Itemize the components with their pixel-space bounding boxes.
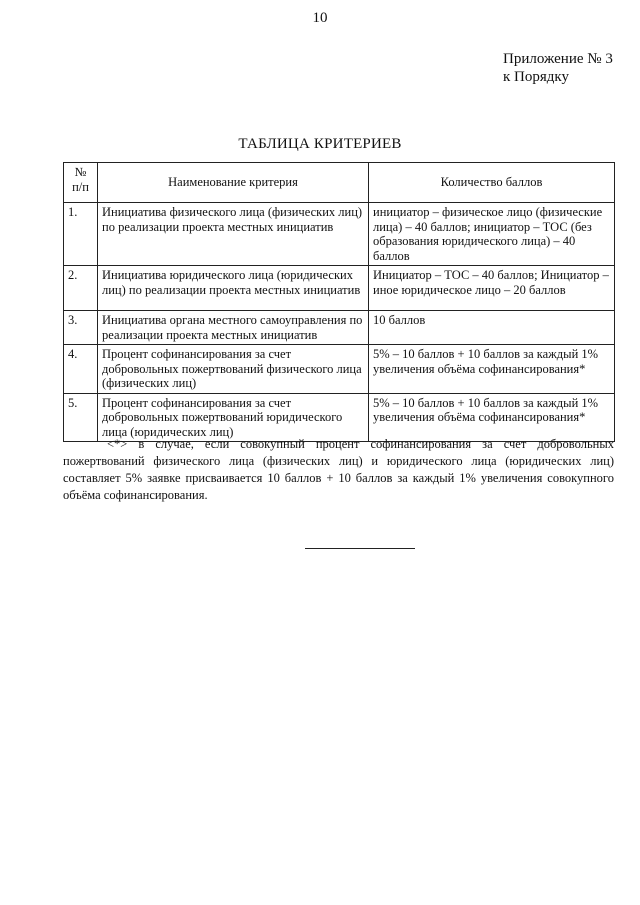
header-number-top: № [74,165,87,179]
criterion-name: Инициатива физического лица (физических лиц) по реализации проекта местных инициатив [98,203,369,266]
closing-rule [305,548,415,549]
criterion-score: инициатор – физическое лицо (физические лица) – 40 баллов; инициатор – ТОС (без образования юридического лица) – 40 баллов [369,203,615,266]
row-number: 1. [64,203,98,266]
table-row [64,311,615,345]
row-number: 5. [64,393,98,442]
criterion-score: 5% – 10 баллов + 10 баллов за каждый 1% увеличения объёма софинансирования* [369,393,615,442]
criterion-score: 10 баллов [369,311,615,345]
header-score: Количество баллов [369,163,615,203]
row-number: 4. [64,345,98,394]
appendix-reference: к Порядку [503,69,569,85]
row-number: 2. [64,266,98,311]
criterion-name: Процент софинансирования за счет добровольных пожертвований юридического лица (юридических лиц) [98,393,369,442]
document-title: ТАБЛИЦА КРИТЕРИЕВ [238,136,402,152]
table-row [64,203,615,266]
criterion-score: Инициатор – ТОС – 40 баллов; Инициатор – иное юридическое лицо – 20 баллов [369,266,615,311]
table-header-row [64,163,615,203]
criterion-name: Инициатива юридического лица (юридических лиц) по реализации проекта местных инициатив [98,266,369,311]
header-criterion-name: Наименование критерия [98,163,369,203]
table-row [64,393,615,442]
appendix-number: Приложение № 3 [503,51,613,67]
footnote: <*> в случае, если совокупный процент софинансирования за счет добровольных пожертвований физического лица (физических лиц) и юридического лица (юридических лиц) составляет 5% заявке присваивается 10 баллов + 10 баллов за каждый 1% увеличения совокупного объёма софинансирования. [63,437,614,502]
table-row [64,345,615,394]
header-number-bottom: п/п [72,179,89,194]
criteria-table [63,162,615,442]
header-number [64,163,98,203]
criterion-name: Процент софинансирования за счет добровольных пожертвований физического лица (физических лиц) [98,345,369,394]
row-number: 3. [64,311,98,345]
table-row [64,266,615,311]
page-number: 10 [312,10,328,26]
criterion-score: 5% – 10 баллов + 10 баллов за каждый 1% увеличения объёма софинансирования* [369,345,615,394]
criterion-name: Инициатива органа местного самоуправления по реализации проекта местных инициатив [98,311,369,345]
appendix-header [503,50,613,86]
